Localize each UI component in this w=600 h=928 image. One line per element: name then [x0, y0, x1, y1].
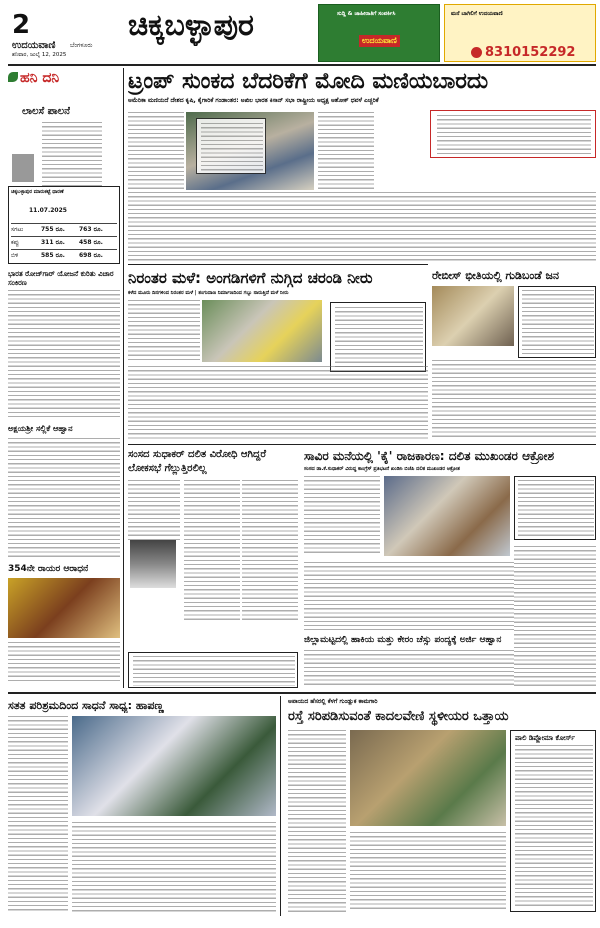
bottom-left-headline: ಸತತ ಪರಿಶ್ರಮದಿಂದ ಸಾಧನೆ ಸಾಧ್ಯ: ಹಾಪಣ್ಣ: [8, 699, 164, 712]
rain-text-cols: [128, 366, 428, 440]
bottom-right-text1: [288, 730, 346, 912]
market-table: [8, 186, 120, 264]
rain-quote-box: [330, 302, 426, 372]
sidebar-story1-text: [8, 290, 120, 418]
dalit-headline: ಸಾವಿರ ಮನೆಯಲ್ಲಿ 'ಕೈ' ರಾಜಕಾರಣ: ದಲಿತ ಮುಖಂಡರ ಆಕ್ರೋಶ: [304, 449, 555, 463]
rabies-photo: [432, 286, 514, 346]
column-title: ಹನಿ ದನಿ: [20, 70, 60, 86]
rabies-headline: ರೇಬೀಸ್ ಭೀತಿಯಲ್ಲಿ ಗುಡಿಬಂಡೆ ಜನ: [432, 269, 560, 282]
leaf-icon: [8, 72, 18, 82]
lead-quote-box: [430, 110, 596, 158]
zilla-text: [304, 650, 514, 688]
sidebar-portrait: [12, 154, 34, 182]
sidebar-story2-headline: ಅಕ್ಷಯಶ್ರೀ ಸಲ್ಲಿಕೆ ಆಹ್ವಾನ: [8, 424, 73, 433]
sidebar-story2-text: [8, 438, 120, 558]
masthead-rule: [8, 64, 596, 66]
rain-rule: [128, 264, 428, 265]
bottom-right-photo: [350, 730, 506, 826]
ad-box-2: [444, 4, 596, 62]
masthead: [0, 0, 600, 64]
dalit-photo: [384, 476, 510, 556]
market-row: ಕಪ್ಪು 311 ರೂ. 458 ರೂ.: [11, 236, 117, 249]
lead-text-col1: [128, 112, 184, 190]
rabies-text: [432, 360, 596, 440]
rabies-quote-box: [518, 286, 596, 358]
lead-headline: ಟ್ರಂಪ್ ಸುಂಕದ ಬೆದರಿಕೆಗೆ ಮೋದಿ ಮಣಿಯಬಾರದು: [128, 69, 489, 94]
sidebar-story3-headline: 354ನೇ ರಾಯರ ಆರಾಧನೆ: [8, 564, 89, 574]
ad2-phone: 8310152292: [485, 45, 576, 60]
paper-name: ಉದಯವಾಣಿ: [12, 40, 56, 51]
sidebar: [8, 68, 120, 688]
rain-text-col1: [128, 300, 200, 360]
right-box: [510, 730, 596, 912]
bottom-right-text2: [350, 832, 506, 912]
bottom-rule: [8, 692, 596, 694]
dalit-text-right: [514, 546, 596, 688]
mp-quote-box: [128, 652, 298, 688]
mp-rule: [128, 444, 596, 445]
market-date: 11.07.2025: [29, 207, 67, 214]
phone-icon: [471, 47, 482, 58]
market-header: ಚಿಕ್ಕಬಳ್ಳಾಪುರ ಮಾರುಕಟ್ಟೆ ಧಾರಣೆ: [11, 189, 64, 195]
mp-text-col3: [242, 480, 298, 620]
lead-subheadline: ಅಮೆರಿಕಾ ಮಣಿಯದೆ ದೇಶದ ಕೃಷಿ, ಕೈಗಾರಿಕೆ ಗಂಡಾಂತರ: ಅಖಿಲ ಭಾರತ ಕಿಸಾನ್ ಸಭಾ ರಾಷ್ಟ್ರೀಯ ಅಧ್ಯಕ್ಷ ಅಶೋಕ್ ಧವಳೆ ಎಚ್ಚರಿಕೆ: [128, 97, 379, 104]
ad1-line2: ಉದಯವಾಣಿ: [359, 35, 400, 47]
sidebar-story1-headline: ಭಾರತ ರೋಜ್‌ಗಾರ್ ಯೋಜನೆ ಕುರಿತು ವಿಚಾರ ಸಂಕಿರಣ: [8, 270, 114, 287]
dalit-highlights: [514, 476, 596, 540]
poem-title: ಲಾಲಸೆ ಪಾಲನೆ: [22, 106, 71, 117]
bottom-divider: [280, 696, 281, 916]
rain-subheadline: ಕಳೆದ ಮೂರು ದಿನಗಳಿಂದ ನಿರಂತರ ಮಳೆ | ತಂಗುದಾಣ ನಿರ್ಮಾಣದಿಂದ ಗಬ್ಬು ನಾರುತ್ತಿದೆ ಮಳೆ ನೀರು: [128, 290, 289, 296]
lead-highlights: [196, 118, 266, 174]
right-box-headline: ಪಾಲಿ ಡಿಪ್ಲೋಮಾ ಕೋರ್ಸ್: [515, 734, 576, 742]
ad2-line1: ಮನೆ ಬಾಗಿಲಿಗೆ ಉದಯವಾಣಿ: [451, 11, 503, 17]
bottom-left-text2: [72, 822, 276, 912]
market-row: ಸಗಟು 755 ರೂ. 763 ರೂ.: [11, 223, 117, 236]
bottom-left-text: [8, 716, 68, 912]
zilla-headline: ಜಿಲ್ಲಾಮಟ್ಟದಲ್ಲಿ ಹಾಕಿಯ ಮತ್ತು ಕೇರಂ ಚೆಸ್ಸು ಪಂದ್ಯಕ್ಕೆ ಅರ್ಜಿ ಆಹ್ವಾನ: [304, 635, 502, 645]
market-rows: [11, 223, 117, 262]
mp-headline: ಸಂಸದ ಸುಧಾಕರ್ ದಲಿತ ವಿರೋಧಿ ಆಗಿದ್ದರೆ ಲೋಕಸಭೆ ಗೆಲ್ಲುತ್ತಿರಲಿಲ್ಲ: [128, 449, 267, 474]
market-row: ಬಿಳಿ 585 ರೂ. 698 ರೂ.: [11, 249, 117, 262]
ad1-line1: ಸುದ್ದಿ & ಜಾಹೀರಾತಿಗೆ ಸಂಪರ್ಕಿಸಿ: [337, 11, 396, 17]
bottom-left-photo: [72, 716, 276, 816]
temple-photo: [8, 578, 120, 638]
mp-portrait: [130, 540, 176, 588]
right-box-text: [515, 745, 593, 909]
ad-box-1: [318, 4, 440, 62]
sidebar-story3-text: [8, 642, 120, 682]
mp-text-col1: [128, 480, 180, 540]
dalit-text-cols: [304, 562, 514, 630]
poem-text: [42, 122, 102, 186]
bottom-right-kicker: ಅಪಾಯದ ಹೆಸರಲ್ಲಿ ಕೆಳಗೆ ಗುಂಡ್ಲುಕ ಕಾಮಗಾರಿ: [288, 698, 378, 705]
rain-headline: ನಿರಂತರ ಮಳೆ: ಅಂಗಡಿಗಳಿಗೆ ನುಗ್ಗಿದ ಚರಂಡಿ ನೀರು: [128, 269, 373, 287]
mp-text-col2: [184, 480, 240, 620]
lead-text-cols: [128, 192, 596, 262]
dalit-text-col1: [304, 476, 380, 556]
bottom-right-headline: ರಸ್ತೆ ಸರಿಪಡಿಸುವಂತೆ ಕಾದಲವೇಣಿ ಸ್ಥಳೀಯರ ಒತ್ತಾಯ: [288, 709, 509, 724]
city: ಬೆಂಗಳೂರು: [70, 42, 93, 49]
dalit-subheadline: ಸಂಸದ ಡಾ.ಕೆ.ಸುಧಾಕರ್ ವಿರುದ್ಧ ಕಾಂಗ್ರೆಸ್ ಪ್ರತಿಭಟನೆ ಖಂಡಿಸಿ ಬಿಜೆಪಿ ದಲಿತ ಮುಖಂಡರ ಆಕ್ರೋಶ: [304, 466, 461, 472]
lead-text-col2: [318, 112, 374, 190]
date-line: ಶನಿವಾರ, ಜುಲೈ 12, 2025: [12, 52, 67, 58]
rain-photo: [202, 300, 322, 362]
page-number: 2: [12, 12, 31, 38]
edition-title: ಚಿಕ್ಕಬಳ್ಳಾಪುರ: [128, 8, 254, 43]
sidebar-divider: [123, 68, 124, 688]
